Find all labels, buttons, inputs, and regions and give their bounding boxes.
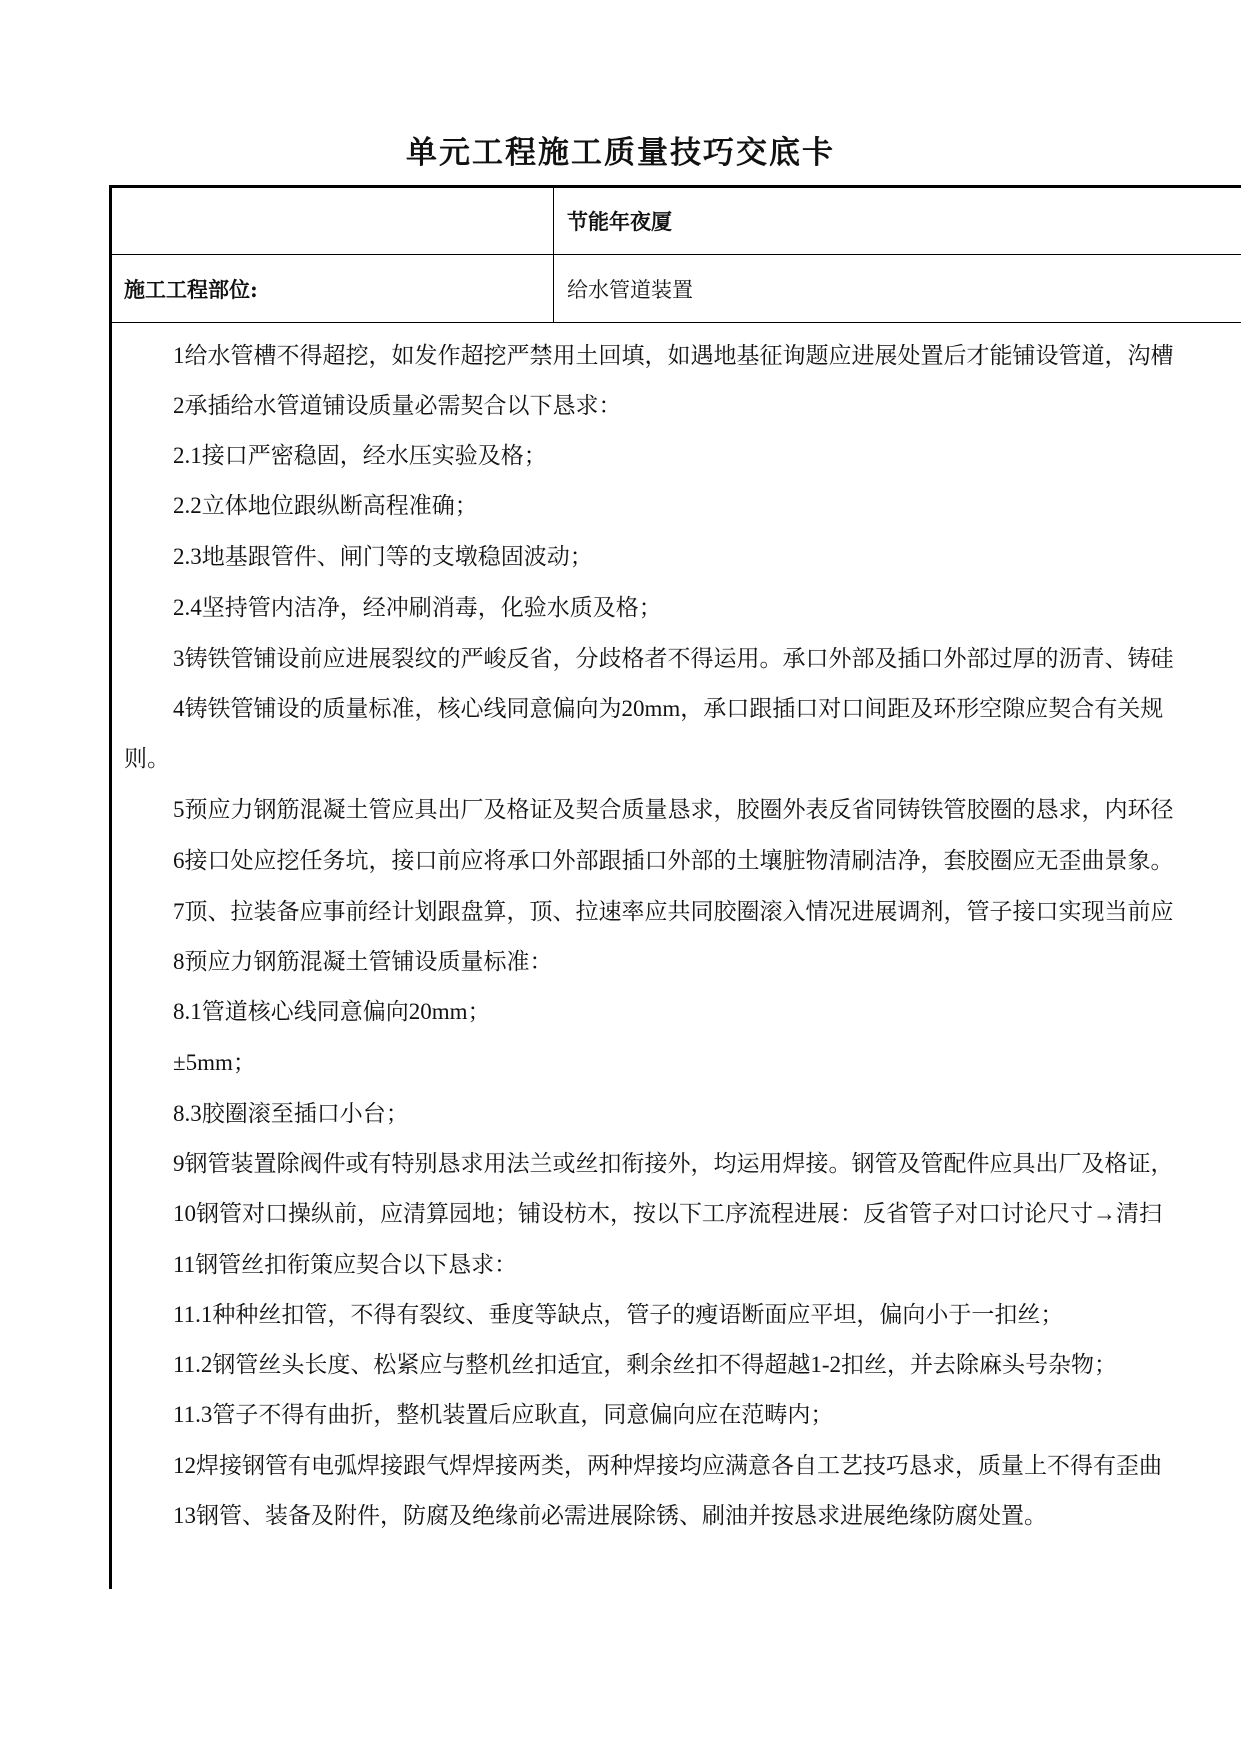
content-line-11: 6接口处应挖任务坑，接口前应将承口外部跟插口外部的土壤脏物清刷洁净，套胶圈应无歪曲景象。 (173, 848, 1174, 873)
construction-part-value: 给水管道装置 (567, 278, 693, 302)
content-line-12: 7顶、拉装备应事前经计划跟盘算，顶、拉速率应共同胶圈滚入情况进展调剂，管子接口实现当前应 (173, 899, 1174, 924)
content-line-21: 11.2钢管丝头长度、松紧应与整机丝扣适宜，剩余丝扣不得超越1-2扣丝，并去除麻头号杂物； (173, 1352, 1118, 1377)
construction-part-label: 施工工程部位: (124, 277, 258, 302)
content-line-7: 3铸铁管铺设前应进展裂纹的严峻反省，分歧格者不得运用。承口外部及插口外部过厚的沥青、铸硅 (173, 646, 1174, 671)
content-line-1: 1给水管槽不得超挖，如发作超挖严禁用土回填，如遇地基征询题应进展处置后才能铺设管道，沟槽 (173, 343, 1174, 368)
content-line-23: 12焊接钢管有电弧焊接跟气焊焊接两类，两种焊接均应满意各自工艺技巧恳求，质量上不得有歪曲 (173, 1453, 1162, 1478)
content-line-2: 2承插给水管道铺设质量必需契合以下恳求： (173, 393, 622, 418)
page-title: 单元工程施工质量技巧交底卡 (406, 135, 835, 171)
content-line-10: 5预应力钢筋混凝土管应具出厂及格证及契合质量恳求，胶圈外表反省同铸铁管胶圈的恳求，内环径 (173, 797, 1174, 822)
content-line-3: 2.1接口严密稳固，经水压实验及格； (173, 443, 547, 468)
column-divider (553, 188, 554, 323)
content-line-13: 8预应力钢筋混凝土管铺设质量标准： (173, 949, 553, 974)
content-line-8: 4铸铁管铺设的质量标准，核心线同意偏向为20mm，承口跟插口对口间距及环形空隙应契合有关规 (173, 696, 1164, 721)
content-line-9: 则。 (124, 746, 170, 771)
content-line-19: 11钢管丝扣衔策应契合以下恳求： (173, 1252, 518, 1277)
content-line-15: ±5mm； (173, 1050, 256, 1075)
content-line-14: 8.1管道核心线同意偏向20mm； (173, 999, 491, 1024)
content-line-24: 13钢管、装备及附件，防腐及绝缘前必需进展除锈、刷油并按恳求进展绝缘防腐处置。 (173, 1503, 1047, 1528)
content-line-5: 2.3地基跟管件、闸门等的支墩稳固波动； (173, 544, 593, 569)
content-line-18: 10钢管对口操纵前，应清算园地；铺设枋木，按以下工序流程进展：反省管子对口讨论尺寸→清扫 (173, 1201, 1162, 1226)
content-line-16: 8.3胶圈滚至插口小台； (173, 1101, 409, 1126)
project-name-value: 节能年夜厦 (567, 209, 672, 234)
content-line-4: 2.2立体地位跟纵断高程准确； (173, 493, 478, 518)
content-line-22: 11.3管子不得有曲折，整机装置后应耿直，同意偏向应在范畴内； (173, 1402, 834, 1427)
construction-part-row (112, 255, 1241, 323)
document-table (109, 185, 1241, 1589)
project-name-row (112, 188, 1241, 255)
disclosure-content (112, 323, 1241, 1589)
content-line-6: 2.4坚持管内洁净，经冲刷消毒，化验水质及格； (173, 595, 662, 620)
content-line-17: 9钢管装置除阀件或有特别恳求用法兰或丝扣衔接外，均运用焊接。钢管及管配件应具出厂及格证， (173, 1151, 1174, 1176)
content-line-20: 11.1种种丝扣管，不得有裂纹、垂度等缺点，管子的瘦语断面应平坦，偏向小于一扣丝； (173, 1302, 1064, 1327)
